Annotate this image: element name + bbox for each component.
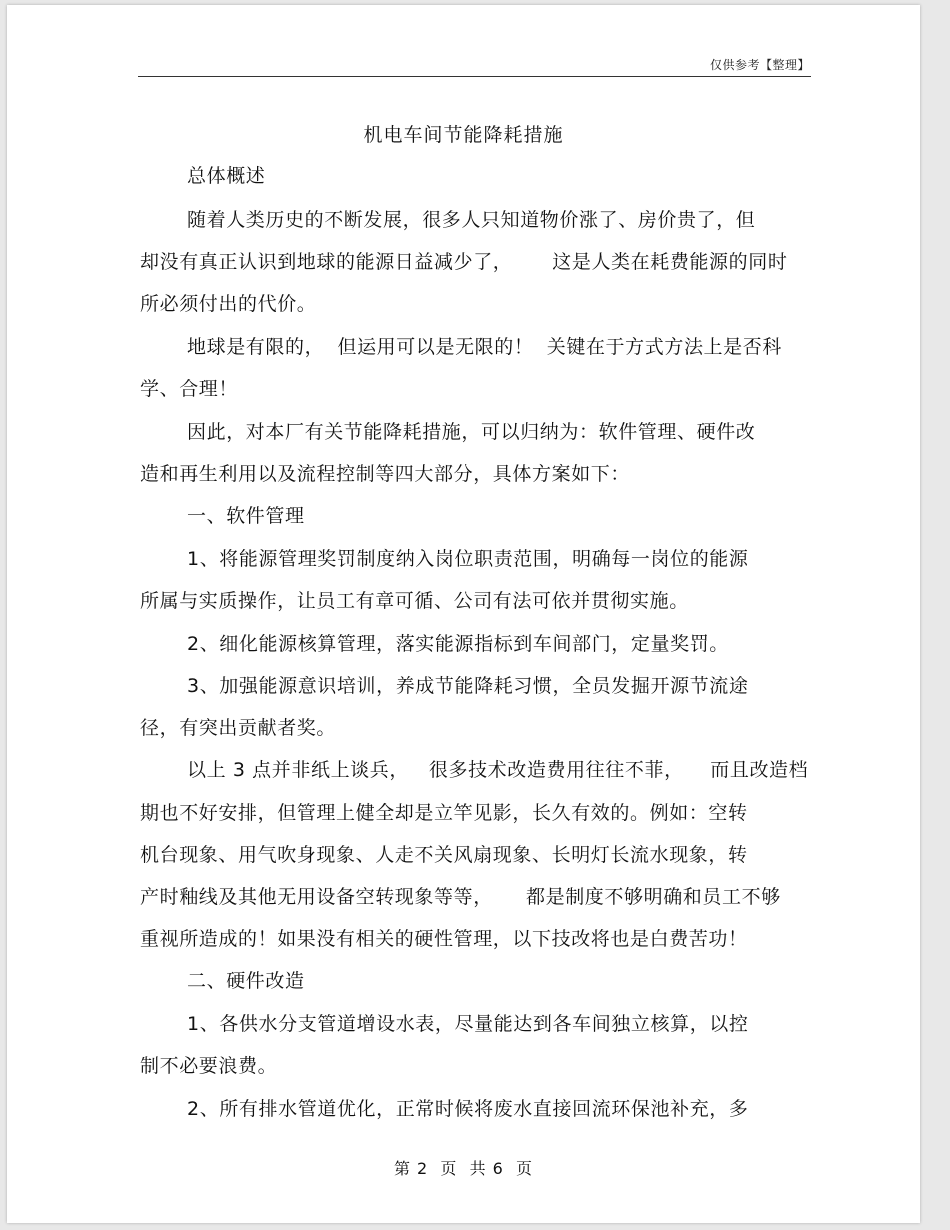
- paragraph-line: 却没有真正认识到地球的能源日益减少了， 这是人类在耗费能源的同时: [140, 251, 788, 273]
- list-item-line: 3、加强能源意识培训，养成节能降耗习惯，全员发掘开源节流途: [187, 675, 749, 697]
- paragraph-line: 因此，对本厂有关节能降耗措施，可以归纳为：软件管理、硬件改: [187, 421, 756, 443]
- paragraph-line: 期也不好安排，但管理上健全却是立竿见影，长久有效的。例如：空转: [140, 802, 748, 824]
- header-rule: [138, 76, 811, 77]
- paragraph-line: 以上 3 点并非纸上谈兵， 很多技术改造费用往往不菲， 而且改造档: [187, 759, 809, 781]
- paragraph-line: 重视所造成的！如果没有相关的硬性管理，以下技改将也是白费苦功！: [140, 928, 748, 950]
- page-indicator: 第 2 页 共 6 页: [393, 1159, 534, 1178]
- section-heading-software: 一、软件管理: [187, 505, 305, 527]
- paragraph-line: 随着人类历史的不断发展，很多人只知道物价涨了、房价贵了，但: [187, 209, 756, 231]
- paragraph-line: 产时釉线及其他无用设备空转现象等等， 都是制度不够明确和员工不够: [140, 886, 781, 908]
- section-heading-overview: 总体概述: [187, 165, 266, 187]
- document-title: 机电车间节能降耗措施: [363, 124, 564, 146]
- list-item-line: 制不必要浪费。: [140, 1055, 278, 1077]
- paragraph-line: 所必须付出的代价。: [140, 293, 317, 315]
- list-item-line: 2、所有排水管道优化，正常时候将废水直接回流环保池补充，多: [187, 1098, 749, 1120]
- list-item-line: 1、将能源管理奖罚制度纳入岗位职责范围，明确每一岗位的能源: [187, 548, 749, 570]
- list-item-line: 1、各供水分支管道增设水表，尽量能达到各车间独立核算，以控: [187, 1013, 749, 1035]
- paragraph-line: 地球是有限的， 但运用可以是无限的！ 关键在于方式方法上是否科: [187, 336, 782, 358]
- paragraph-line: 造和再生利用以及流程控制等四大部分，具体方案如下：: [140, 463, 631, 485]
- list-item-line: 径，有突出贡献者奖。: [140, 717, 337, 739]
- list-item-line: 所属与实质操作，让员工有章可循、公司有法可依并贯彻实施。: [140, 590, 689, 612]
- paragraph-line: 机台现象、用气吹身现象、人走不关风扇现象、长明灯长流水现象，转: [140, 844, 748, 866]
- section-heading-hardware: 二、硬件改造: [187, 970, 305, 992]
- document-page: [7, 5, 920, 1223]
- paragraph-line: 学、合理！: [140, 378, 239, 400]
- list-item-line: 2、细化能源核算管理，落实能源指标到车间部门，定量奖罚。: [187, 633, 729, 655]
- header-note: 仅供参考【整理】: [709, 58, 810, 72]
